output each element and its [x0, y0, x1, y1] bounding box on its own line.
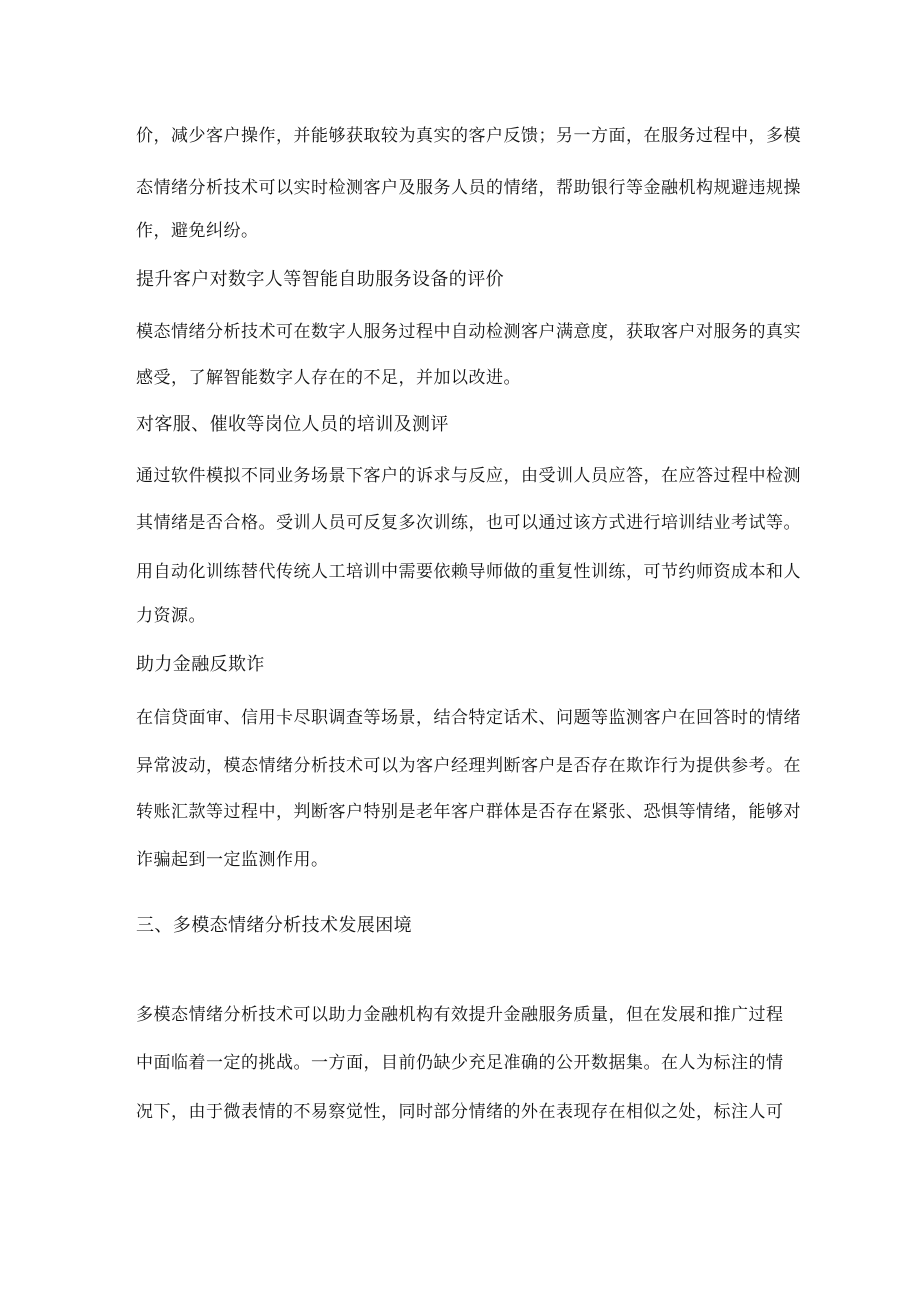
section-subheading: 对客服、催收等岗位人员的培训及测评: [136, 414, 449, 435]
paragraph-line: 态情绪分析技术可以实时检测客户及服务人员的情绪，帮助银行等金融机构规避违规操: [136, 178, 801, 198]
section-subheading: 提升客户对数字人等智能自助服务设备的评价: [136, 269, 504, 290]
section-subheading: 助力金融反欺诈: [136, 654, 265, 675]
paragraph-line: 感受，了解智能数字人存在的不足，并加以改进。: [136, 368, 521, 388]
paragraph-line: 价，减少客户操作，并能够获取较为真实的客户反馈；另一方面，在服务过程中，多模: [136, 126, 801, 146]
paragraph-line: 通过软件模拟不同业务场景下客户的诉求与反应，由受训人员应答，在应答过程中检测: [136, 466, 801, 486]
section-heading: 三、多模态情绪分析技术发展困境: [136, 915, 412, 936]
paragraph-line: 转账汇款等过程中，判断客户特别是老年客户群体是否存在紧张、恐惧等情绪，能够对: [136, 802, 801, 822]
paragraph-line: 力资源。: [136, 606, 206, 626]
paragraph-line: 作，避免纠纷。: [136, 221, 259, 241]
paragraph-line: 多模态情绪分析技术可以助力金融机构有效提升金融服务质量，但在发展和推广过程: [136, 1005, 784, 1025]
paragraph-line: 模态情绪分析技术可在数字人服务过程中自动检测客户满意度，获取客户对服务的真实: [136, 322, 801, 342]
paragraph-line: 异常波动，模态情绪分析技术可以为客户经理判断客户是否存在欺诈行为提供参考。在: [136, 756, 801, 776]
paragraph-line: 况下，由于微表情的不易察觉性，同时部分情绪的外在表现存在相似之处，标注人可: [136, 1102, 784, 1122]
paragraph-line: 用自动化训练替代传统人工培训中需要依赖导师做的重复性训练，可节约师资成本和人: [136, 562, 801, 582]
paragraph-line: 中面临着一定的挑战。一方面，目前仍缺少充足准确的公开数据集。在人为标注的情: [136, 1053, 784, 1073]
paragraph-line: 其情绪是否合格。受训人员可反复多次训练，也可以通过该方式进行培训结业考试等。: [136, 513, 801, 533]
paragraph-line: 诈骗起到一定监测作用。: [136, 850, 329, 870]
paragraph-line: 在信贷面审、信用卡尽职调查等场景，结合特定话术、问题等监测客户在回答时的情绪: [136, 708, 801, 728]
